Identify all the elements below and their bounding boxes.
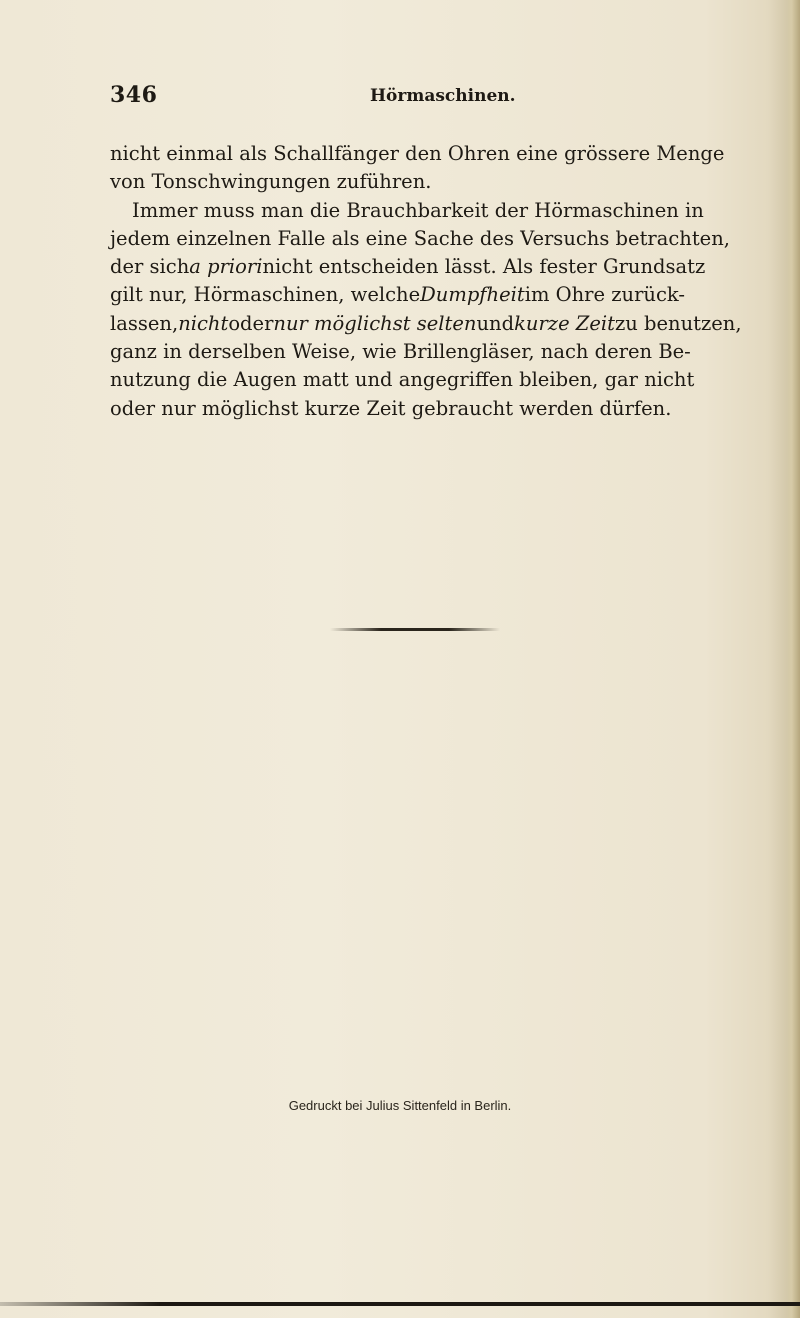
text-span: zu benutzen,: [614, 311, 742, 335]
text-span: der sich: [110, 255, 190, 279]
text-span: oder nur möglichst kurze Zeit gebraucht werden dürfen.: [110, 396, 672, 420]
text-line: [110, 225, 730, 253]
text-span: im Ohre zurück-: [524, 283, 685, 307]
scan-bottom-edge: [0, 1302, 800, 1306]
text-line: [110, 197, 704, 225]
text-line: [110, 281, 685, 309]
printer-imprint: Gedruckt bei Julius Sittenfeld in Berlin.: [288, 1098, 512, 1113]
body-text: [110, 140, 742, 423]
text-line: [110, 338, 691, 366]
text-span: von Tonschwingungen zuführen.: [110, 170, 432, 194]
text-span: ganz in derselben Weise, wie Brillengläser, nach deren Be-: [110, 340, 691, 364]
text-span: nicht einmal als Schallfänger den Ohren eine grössere Menge: [110, 142, 725, 165]
running-head: Hörmaschinen.: [370, 86, 516, 106]
text-line: [110, 395, 672, 423]
page-header: [110, 82, 670, 122]
text-line: [110, 366, 695, 394]
emphasis-text: Dumpfheit: [420, 283, 525, 307]
text-span: nutzung die Augen matt und angegriffen bleiben, gar nicht: [110, 368, 695, 392]
text-span: gilt nur, Hörmaschinen, welche: [110, 283, 421, 307]
emphasis-text: nicht: [178, 311, 229, 335]
text-line: [110, 168, 665, 196]
text-span: jedem einzelnen Falle als eine Sache des Versuchs betrachten,: [110, 226, 730, 250]
section-divider: [330, 628, 500, 631]
page-edge-shadow: [786, 0, 800, 1318]
text-span: lassen,: [110, 311, 179, 335]
text-line: [110, 310, 742, 338]
emphasis-text: a priori: [189, 255, 263, 279]
page-number: 346: [110, 82, 158, 108]
text-span: oder: [228, 311, 274, 335]
emphasis-text: kurze Zeit: [514, 311, 615, 335]
text-line: [110, 253, 706, 281]
text-span: und: [476, 311, 515, 335]
text-span: nicht entscheiden lässt. Als fester Grundsatz: [262, 255, 706, 279]
emphasis-text: nur möglichst selten: [273, 311, 477, 335]
text-span: Immer muss man die Brauchbarkeit der Hörmaschinen in: [132, 198, 704, 222]
text-line: [110, 140, 725, 168]
